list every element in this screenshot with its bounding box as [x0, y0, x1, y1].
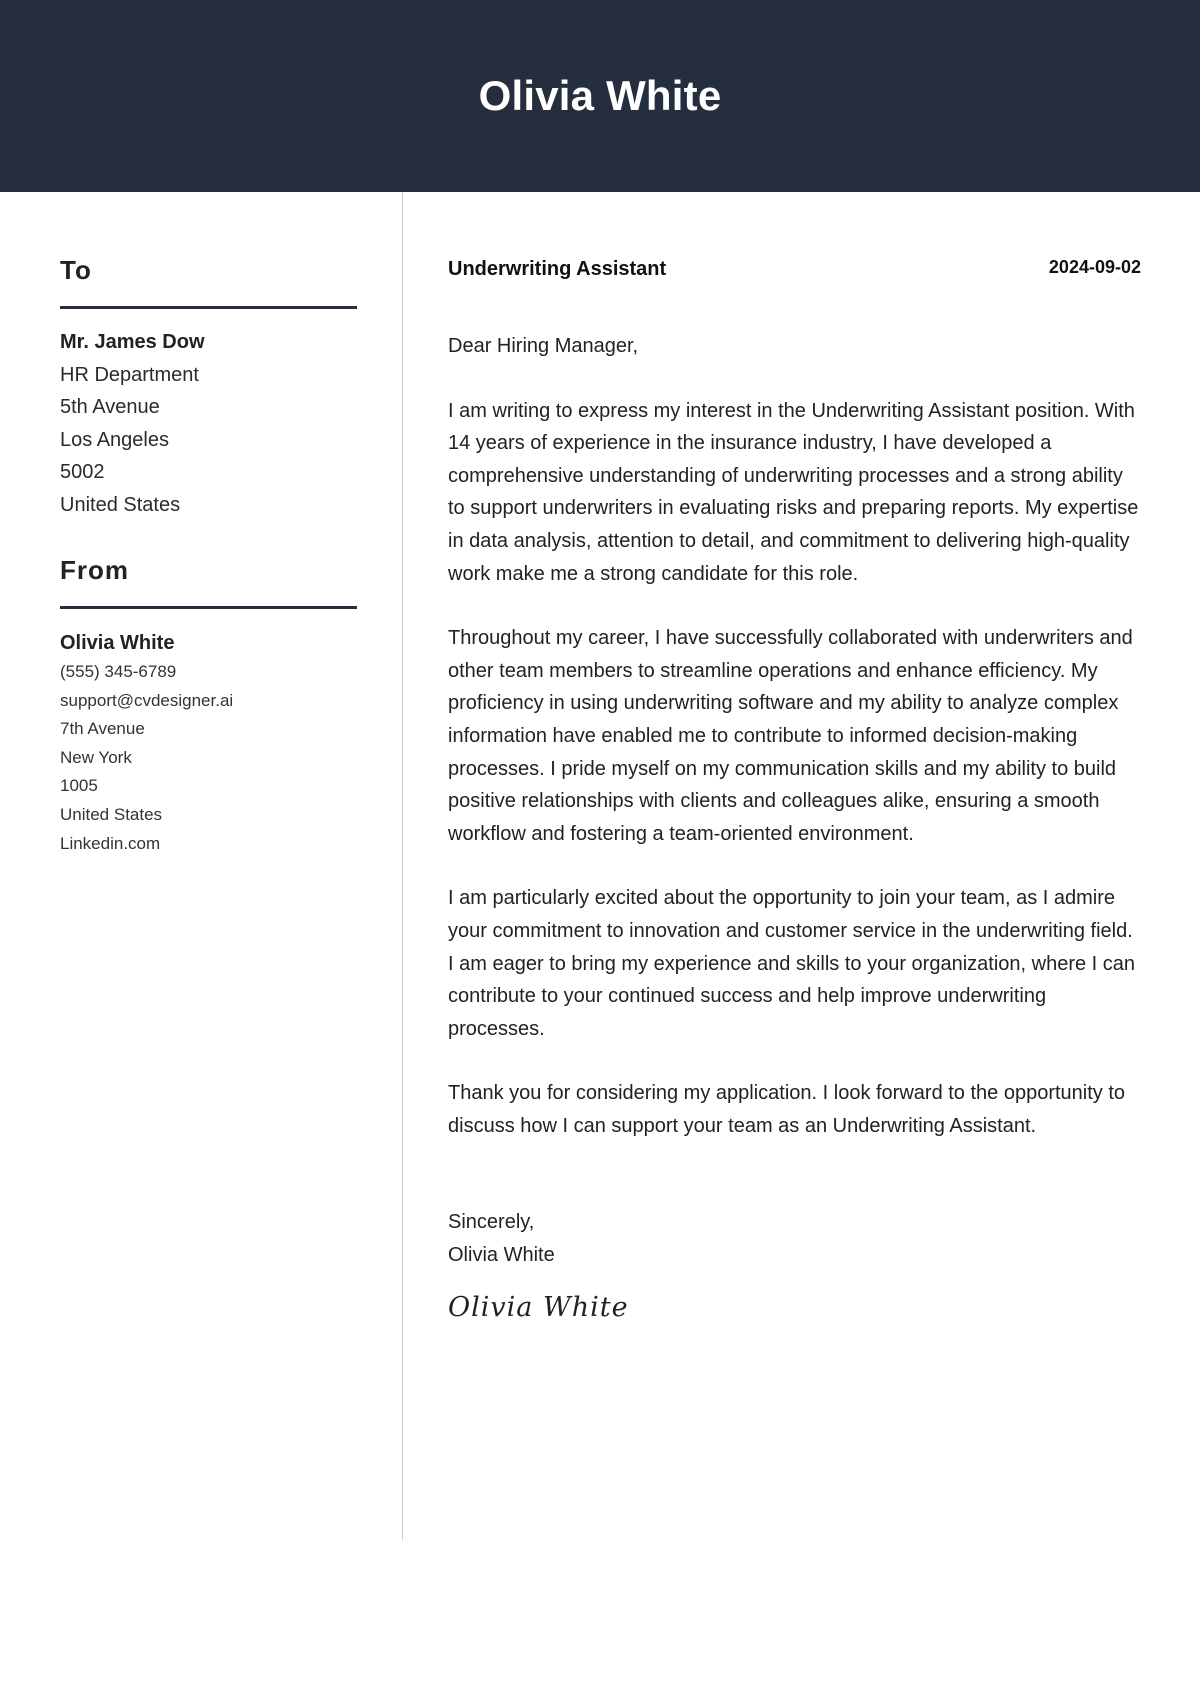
recipient-name: Mr. James Dow	[60, 331, 205, 353]
closing-block	[448, 1206, 555, 1271]
closing-phrase: Sincerely,	[448, 1211, 535, 1233]
handwritten-signature: Olivia White	[448, 1292, 629, 1323]
recipient-country: United States	[60, 493, 181, 516]
closing-name: Olivia White	[448, 1243, 555, 1266]
sender-linkedin: Linkedin.com	[60, 833, 161, 853]
column-divider	[402, 192, 403, 1540]
recipient-department: HR Department	[60, 363, 199, 386]
sender-phone: (555) 345-6789	[60, 662, 177, 681]
sender-details	[60, 628, 233, 858]
recipient-street: 5th Avenue	[60, 396, 160, 419]
sender-name: Olivia White	[60, 632, 175, 654]
recipient-address	[60, 326, 205, 522]
to-section-title: To	[60, 255, 92, 285]
job-title: Underwriting Assistant	[448, 258, 667, 280]
paragraph-3: I am particularly excited about the opportunity to join your team, as I admire your commitment to innovation and customer service in the underwriting field. I am eager to bring my experience and skills to your organization, where I can contribute to your continued success and help improve underwriting processes.	[448, 887, 1136, 1040]
paragraph-4: Thank you for considering my application. I look forward to the opportunity to discuss how I can support your team as an Underwriting Assistant.	[448, 1082, 1126, 1137]
to-section-rule	[60, 306, 357, 309]
applicant-name: Olivia White	[478, 72, 722, 119]
paragraph-2: Throughout my career, I have successfully collaborated with underwriters and other team members to streamline operations and enhance efficiency. My proficiency in using underwriting software and my ability to analyze complex information have enabled me to contribute to informed decision-making processes. I pride myself on my communication skills and my ability to build positive relationships with clients and colleagues alike, ensuring a smooth workflow and fostering a team-oriented environment.	[448, 627, 1133, 845]
sender-zip: 1005	[60, 776, 98, 796]
header-banner	[0, 0, 1200, 192]
sender-city: New York	[60, 747, 132, 767]
sender-country: United States	[60, 804, 163, 824]
letter-body	[448, 330, 1141, 1174]
recipient-zip: 5002	[60, 461, 105, 484]
recipient-city: Los Angeles	[60, 428, 169, 451]
sender-street: 7th Avenue	[60, 719, 145, 739]
from-section-rule	[60, 606, 357, 609]
sender-email: support@cvdesigner.ai	[60, 690, 234, 710]
from-section-title: From	[60, 555, 129, 585]
paragraph-1: I am writing to express my interest in the Underwriting Assistant position. With 14 years of experience in the insurance industry, I have developed a comprehensive understanding of underwriting processes and a strong ability to support underwriters in evaluating risks and preparing reports. My expertise in data analysis, attention to detail, and commitment to delivering high-quality work make me a strong candidate for this role.	[448, 399, 1139, 585]
letter-date: 2024-09-02	[1048, 257, 1141, 277]
salutation: Dear Hiring Manager,	[448, 335, 639, 357]
